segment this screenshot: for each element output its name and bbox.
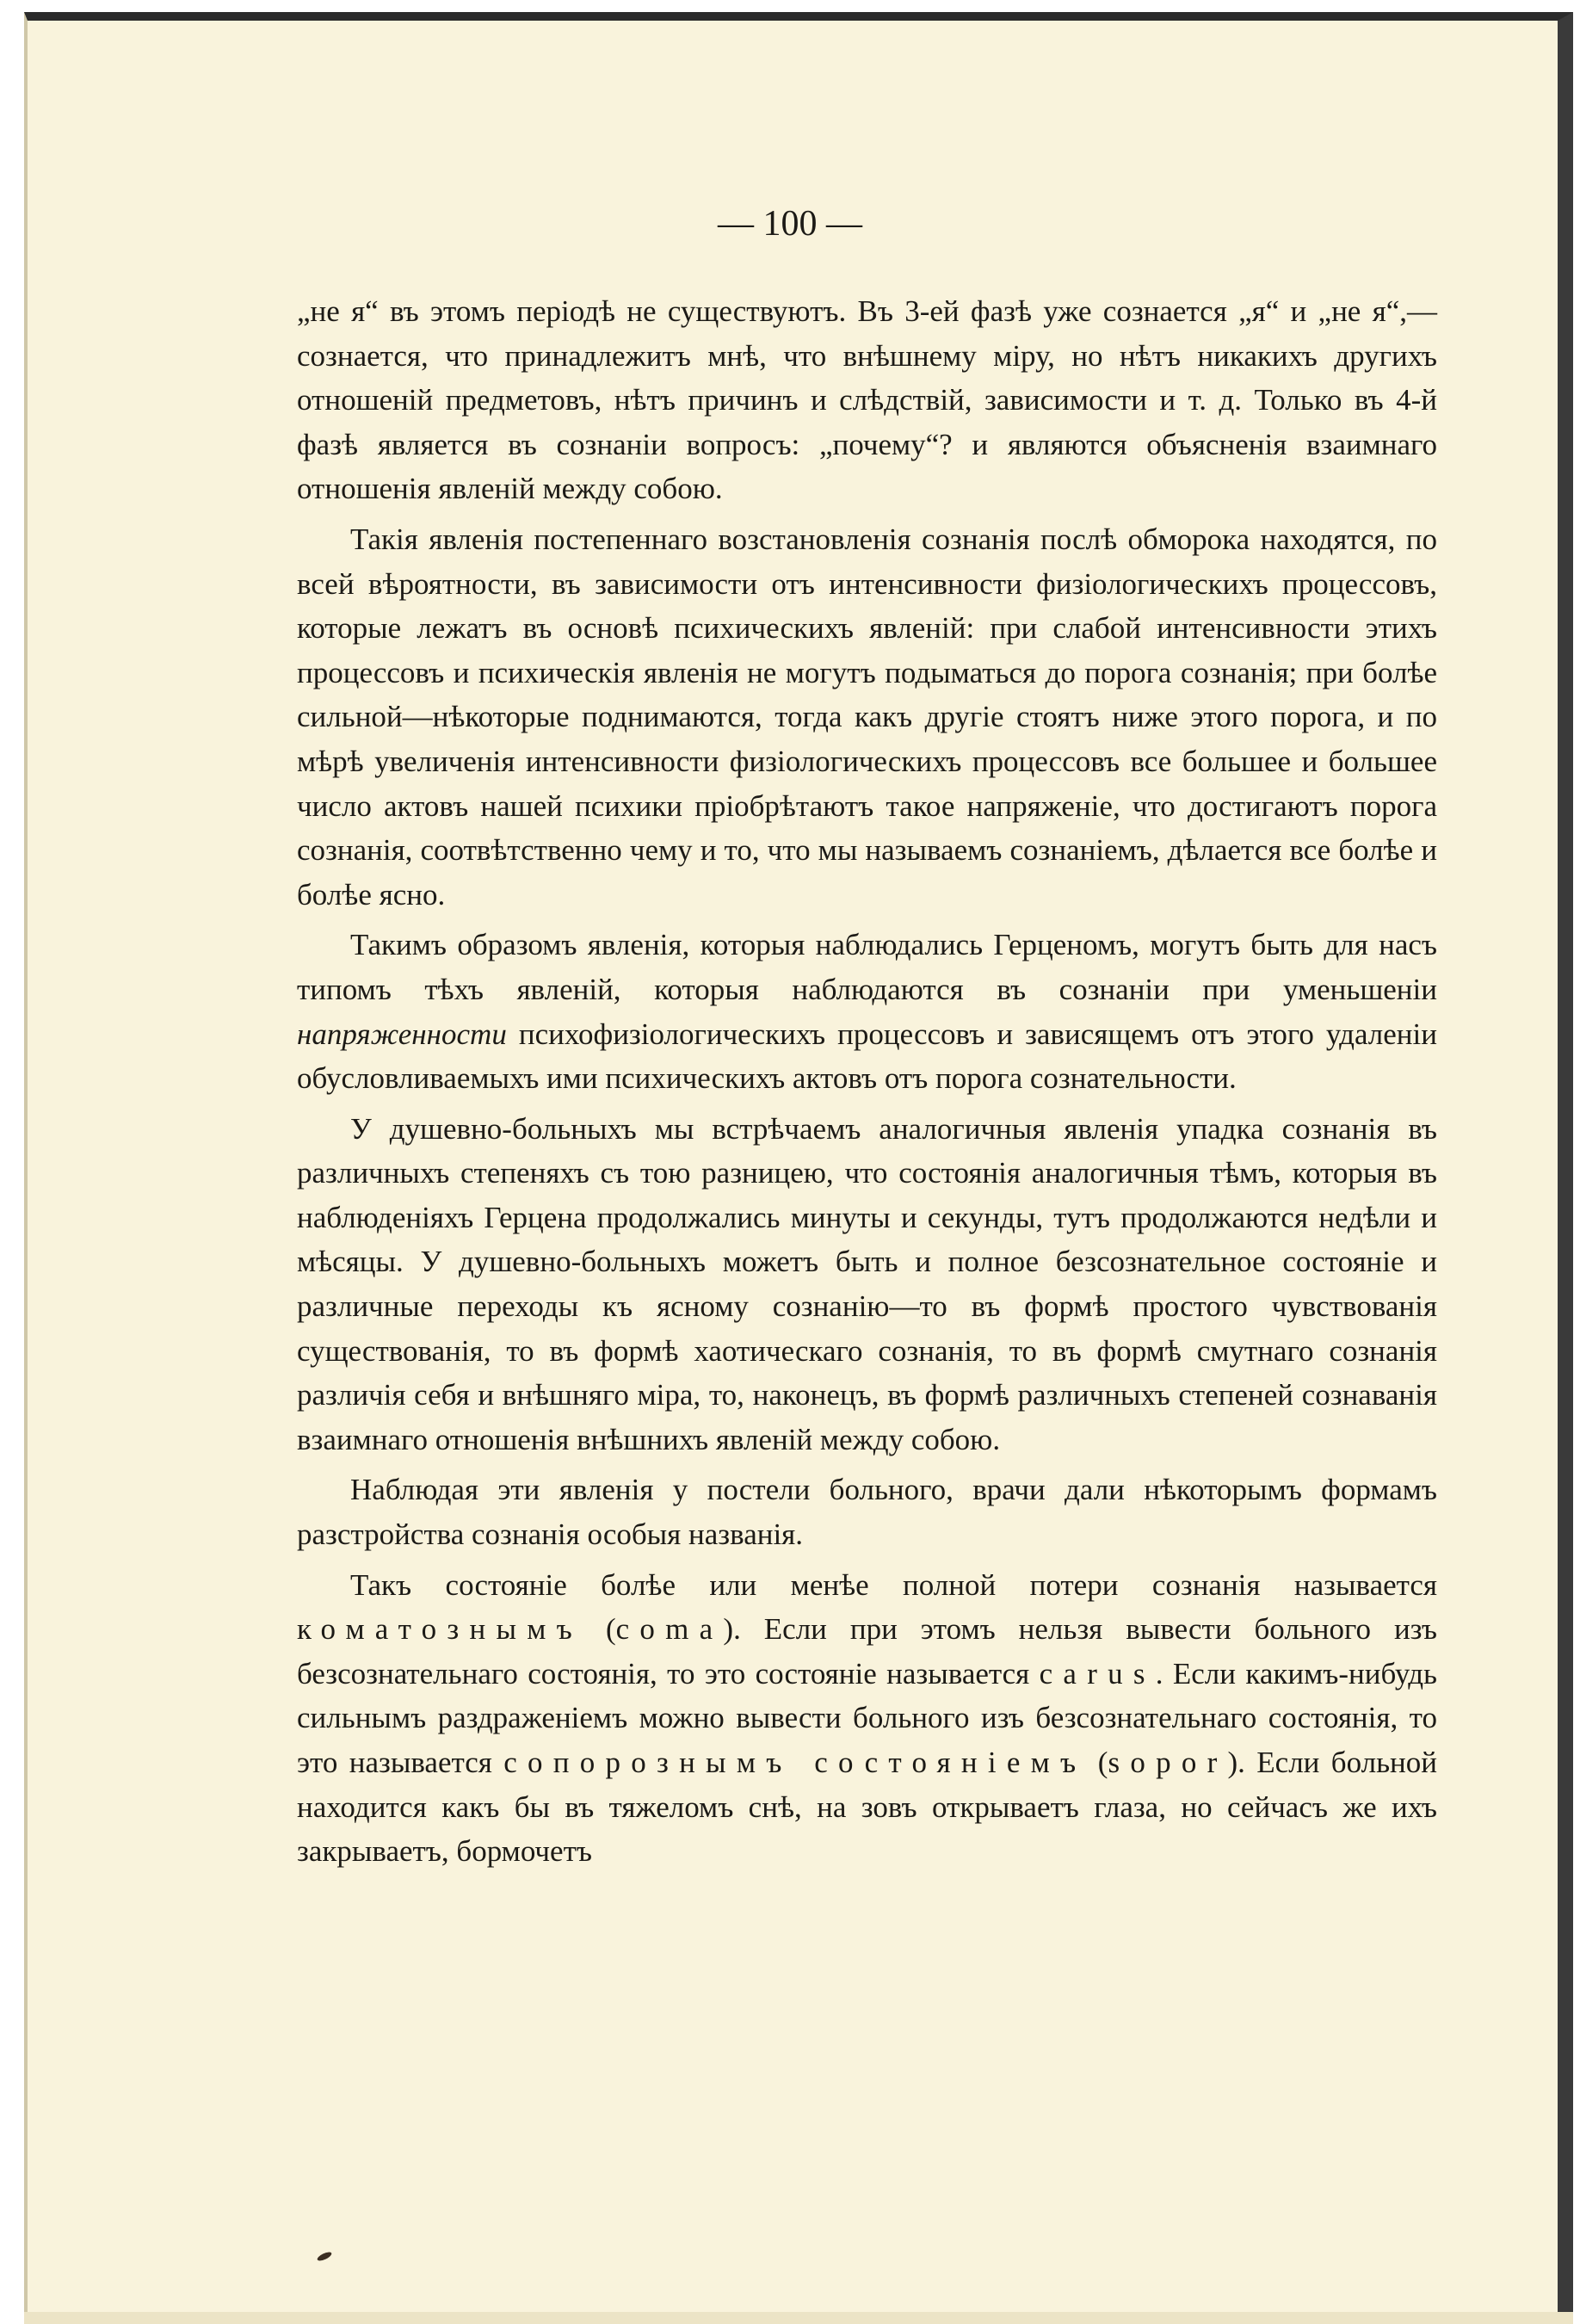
page-bottom-edge xyxy=(24,2312,1573,2324)
paragraph-4: У душевно-больныхъ мы встрѣчаемъ аналогичныя явленія упадка сознанія въ различныхъ степеняхъ съ тою разницею, что состоянія аналогичныя тѣмъ, которыя въ наблюденіяхъ Герцена продолжались минуты и секунды, тутъ продолжаются недѣли и мѣсяцы. У душевно-больныхъ можетъ быть и полное безсознательное состояніе и различные переходы къ ясному сознанію—то въ формѣ простого чувствованія существованія, то въ формѣ хаотическаго сознанія, то въ формѣ смутнаго сознанія различія себя и внѣшняго міра, то, наконецъ, въ формѣ различныхъ степеней сознаванія взаимнаго отношенія внѣшнихъ явленій между собою. xyxy=(297,1111,1437,1456)
term-sopor: sopor xyxy=(1108,1746,1228,1779)
paragraph-1: „не я“ въ этомъ періодѣ не существуютъ. Въ 3-ей фазѣ уже сознается „я“ и „не я“,—сознается, что принадлежитъ мнѣ, что внѣшнему міру, но нѣтъ никакихъ другихъ отношеній предметовъ, нѣтъ причинъ и слѣдствій, зависимости и т. д. Только въ 4-й фазѣ является въ сознаніи вопросъ: „почему“? и являются объясненія взаимнаго отношенія явленій между собою. xyxy=(297,294,1437,506)
term-comatose: коматознымъ xyxy=(297,1612,583,1647)
paragraph-2: Такія явленія постепеннаго возстановленія сознанія послѣ обморока находятся, по всей вѣроятности, въ зависимости отъ интенсивности физіологическихъ процессовъ, которые лежатъ въ основѣ психическихъ явленій: при слабой интенсивности этихъ процессовъ и психическія явленія не могутъ подыматься до порога сознанія; при болѣе сильной—нѣкоторые поднимаются, тогда какъ другіе стоятъ ниже этого порога, и по мѣрѣ увеличенія интенсивности физіологическихъ процессовъ все большее и большее число актовъ нашей психики пріобрѣтаютъ такое напряженіе, что достигаютъ порога сознанія, соотвѣтственно чему и то, что мы называемъ сознаніемъ, дѣлается все болѣе и болѣе ясно. xyxy=(297,522,1437,912)
paragraph-6-segment-2: ( xyxy=(583,1612,616,1647)
paragraph-6-segment-4: . Если какимъ-нибудь сильнымъ раздраженіемъ можно вывести больного изъ безсознательнаго состоянія, то это называется xyxy=(297,1656,1437,1779)
term-coma: coma xyxy=(615,1612,724,1647)
emphasized-term: напряженности xyxy=(297,1017,507,1051)
paragraph-3-text-after: психофизіологическихъ процессовъ и зависящемъ отъ этого удаленіи обусловливаемыхъ ими психическихъ актовъ отъ порога сознательности. xyxy=(297,1017,1437,1096)
paragraph-6-segment-5: ( xyxy=(1086,1746,1108,1779)
body-text xyxy=(297,289,1437,1880)
term-carus: carus xyxy=(1039,1656,1156,1690)
paragraph-6 xyxy=(297,1563,1437,1874)
paragraph-3-text-before: Такимъ образомъ явленія, которыя наблюдались Герценомъ, могутъ быть для насъ типомъ тѣхъ явленій, которыя наблюдаются въ сознаніи при уменьшеніи xyxy=(297,928,1437,1006)
paragraph-5: Наблюдая эти явленія у постели больного, врачи дали нѣкоторымъ формамъ разстройства сознанія особыя названія. xyxy=(297,1473,1437,1552)
page-number: — 100 — xyxy=(718,204,862,244)
paragraph-6-segment-3: ). Если при этомъ нельзя вывести больного изъ безсознательнаго состоянія, то это состояніе называется xyxy=(297,1612,1437,1690)
paragraph-3 xyxy=(297,923,1437,1100)
paragraph-6-segment-1: Такъ состояніе болѣе или менѣе полной потери сознанія называется xyxy=(350,1567,1437,1602)
paragraph-6-segment-6: ). Если больной находится какъ бы въ тяжеломъ снѣ, на зовъ открываетъ глаза, но сейчасъ же ихъ закрываетъ, бормочетъ xyxy=(297,1746,1438,1869)
term-soporous-state: сопорознымъ состояніемъ xyxy=(503,1746,1087,1779)
